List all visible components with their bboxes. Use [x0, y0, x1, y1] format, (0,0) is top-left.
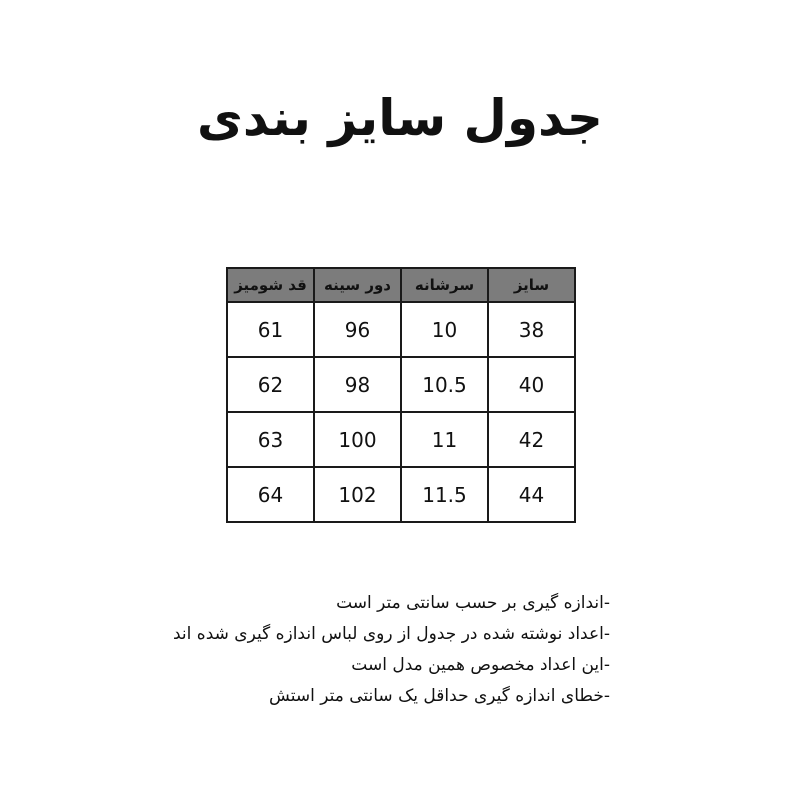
table-row	[227, 302, 575, 357]
note-item: -اندازه گیری بر حسب سانتی متر است	[336, 593, 610, 613]
cell-size: 42	[488, 412, 575, 467]
cell-chest: 98	[314, 357, 401, 412]
cell-shirt-length: 63	[227, 412, 314, 467]
cell-size: 40	[488, 357, 575, 412]
header-shirt-length: قد شومیز	[227, 268, 314, 302]
table-row	[227, 412, 575, 467]
header-shoulder: سرشانه	[401, 268, 488, 302]
table-row	[227, 467, 575, 522]
header-size: سایز	[488, 268, 575, 302]
cell-shoulder: 11.5	[401, 467, 488, 522]
cell-size: 44	[488, 467, 575, 522]
size-chart-table	[226, 267, 576, 523]
note-item: -خطای اندازه گیری حداقل یک سانتی متر استش	[269, 686, 610, 706]
cell-chest: 100	[314, 412, 401, 467]
cell-chest: 102	[314, 467, 401, 522]
page-title: جدول سایز بندی	[197, 89, 603, 147]
cell-shoulder: 11	[401, 412, 488, 467]
note-item: -این اعداد مخصوص همین مدل است	[351, 655, 610, 675]
notes-list	[173, 588, 610, 712]
cell-shirt-length: 61	[227, 302, 314, 357]
cell-shirt-length: 62	[227, 357, 314, 412]
note-item: -اعداد نوشته شده در جدول از روی لباس اندازه گیری شده اند	[173, 624, 610, 644]
cell-size: 38	[488, 302, 575, 357]
cell-chest: 96	[314, 302, 401, 357]
table-header-row	[227, 268, 575, 302]
cell-shoulder: 10	[401, 302, 488, 357]
header-chest: دور سینه	[314, 268, 401, 302]
cell-shirt-length: 64	[227, 467, 314, 522]
cell-shoulder: 10.5	[401, 357, 488, 412]
table-row	[227, 357, 575, 412]
